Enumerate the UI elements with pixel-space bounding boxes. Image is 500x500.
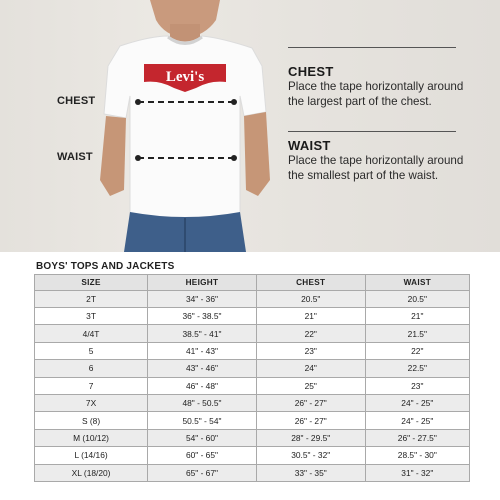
cell-chest: 24" — [256, 360, 365, 377]
chest-heading: CHEST — [288, 64, 334, 79]
chest-instructions — [288, 64, 468, 109]
cell-size: 7 — [35, 377, 148, 394]
cell-chest: 22" — [256, 325, 365, 342]
table-row — [35, 325, 470, 342]
table-row — [35, 412, 470, 429]
waist-label: WAIST — [57, 151, 93, 163]
cell-chest: 26" - 27" — [256, 394, 365, 411]
header-chest: CHEST — [256, 275, 365, 291]
header-height: HEIGHT — [148, 275, 257, 291]
table-header-row — [35, 275, 470, 291]
cell-size: 5 — [35, 342, 148, 359]
table-row — [35, 447, 470, 464]
cell-chest: 30.5" - 32" — [256, 447, 365, 464]
cell-size: XL (18/20) — [35, 464, 148, 481]
table-row — [35, 394, 470, 411]
table-row — [35, 464, 470, 481]
cell-size: 7X — [35, 394, 148, 411]
cell-size: 3T — [35, 307, 148, 324]
cell-height: 38.5" - 41" — [148, 325, 257, 342]
cell-height: 54" - 60" — [148, 429, 257, 446]
header-waist: WAIST — [365, 275, 469, 291]
cell-waist: 31" - 32" — [365, 464, 469, 481]
cell-size: 2T — [35, 290, 148, 307]
cell-height: 65" - 67" — [148, 464, 257, 481]
cell-chest: 25" — [256, 377, 365, 394]
size-table — [34, 274, 470, 482]
cell-waist: 28.5" - 30" — [365, 447, 469, 464]
waist-measure-line — [138, 157, 234, 159]
cell-height: 36" - 38.5" — [148, 307, 257, 324]
cell-waist: 23" — [365, 377, 469, 394]
table-row — [35, 290, 470, 307]
cell-size: S (8) — [35, 412, 148, 429]
cell-waist: 22.5" — [365, 360, 469, 377]
cell-waist: 21.5" — [365, 325, 469, 342]
cell-height: 34" - 36" — [148, 290, 257, 307]
cell-waist: 24" - 25" — [365, 412, 469, 429]
table-row — [35, 307, 470, 324]
cell-chest: 28" - 29.5" — [256, 429, 365, 446]
cell-height: 46" - 48" — [148, 377, 257, 394]
table-row — [35, 429, 470, 446]
logo-text: Levi's — [165, 69, 205, 85]
table-row — [35, 360, 470, 377]
cell-height: 60" - 65" — [148, 447, 257, 464]
cell-size: 4/4T — [35, 325, 148, 342]
cell-height: 41" - 43" — [148, 342, 257, 359]
cell-chest: 21" — [256, 307, 365, 324]
cell-size: 6 — [35, 360, 148, 377]
cell-height: 43" - 46" — [148, 360, 257, 377]
cell-waist: 24" - 25" — [365, 394, 469, 411]
cell-chest: 26" - 27" — [256, 412, 365, 429]
cell-chest: 33" - 35" — [256, 464, 365, 481]
cell-waist: 26" - 27.5" — [365, 429, 469, 446]
chest-description: Place the tape horizontally around the largest part of the chest. — [288, 80, 464, 108]
waist-heading: WAIST — [288, 138, 331, 153]
waist-description: Place the tape horizontally around the smallest part of the waist. — [288, 154, 464, 182]
cell-height: 50.5" - 54" — [148, 412, 257, 429]
table-title: BOYS' TOPS AND JACKETS — [36, 261, 175, 272]
cell-height: 48" - 50.5" — [148, 394, 257, 411]
table-row — [35, 342, 470, 359]
table-row — [35, 377, 470, 394]
cell-chest: 20.5" — [256, 290, 365, 307]
cell-chest: 23" — [256, 342, 365, 359]
cell-size: M (10/12) — [35, 429, 148, 446]
middle-divider — [288, 131, 456, 132]
header-size: SIZE — [35, 275, 148, 291]
cell-waist: 21" — [365, 307, 469, 324]
cell-size: L (14/16) — [35, 447, 148, 464]
top-divider — [288, 47, 456, 48]
chest-measure-line — [138, 101, 234, 103]
cell-waist: 22" — [365, 342, 469, 359]
chest-label: CHEST — [57, 95, 96, 107]
cell-waist: 20.5" — [365, 290, 469, 307]
waist-instructions — [288, 138, 468, 183]
